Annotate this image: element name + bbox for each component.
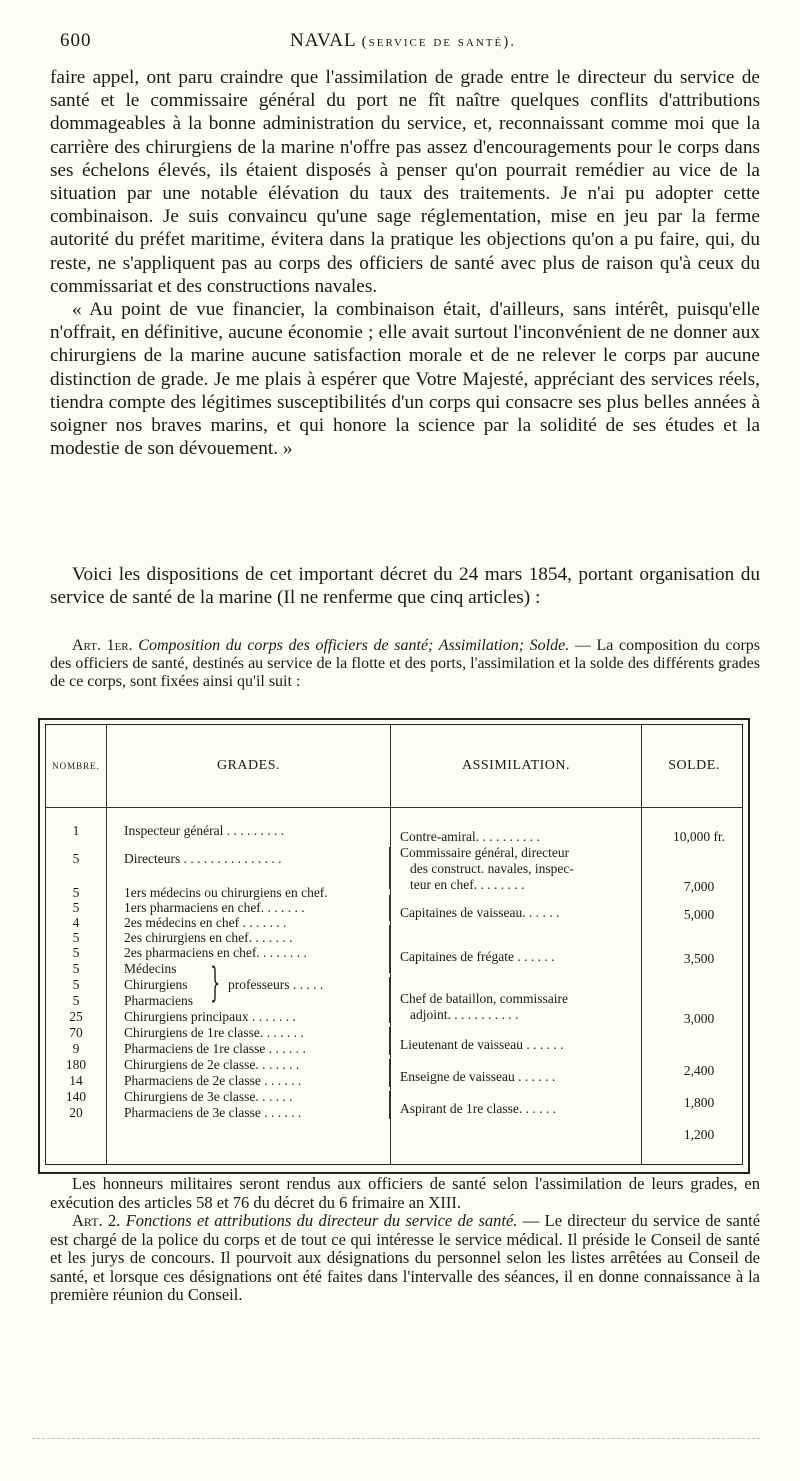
table-cell-solde: 3,000 <box>683 1011 715 1026</box>
table-cell-assimilation: Chef de bataillon, commissaire <box>400 991 568 1006</box>
header-grades: GRADES. <box>216 758 280 773</box>
table-cell-nombre: 20 <box>69 1105 83 1120</box>
article-text: — La composition du corps des officiers de santé, destinés au service de la flotte et des ports, l'assimilation et la solde des différents grades de ce corps, sont fixées ainsi qu'il suit : <box>50 637 761 690</box>
table-cell-nombre: 5 <box>72 885 80 900</box>
table-cell-solde: 7,000 <box>683 879 715 894</box>
article-label: Art. 1er. <box>72 637 133 654</box>
group-brace <box>389 977 390 1023</box>
table-cell-grade: Pharmaciens de 1re classe . . . . . . <box>124 1041 306 1056</box>
table-cell-grade: 1ers médecins ou chirurgiens en chef. <box>124 885 328 900</box>
table-cell-solde: 1,800 <box>683 1095 715 1110</box>
table-cell-grade: Chirurgiens principaux . . . . . . . <box>124 1009 296 1024</box>
table-cell-nombre: 4 <box>72 915 80 930</box>
running-title-main: NAVAL <box>290 30 356 51</box>
table-cell-assimilation: teur en chef. . . . . . . . <box>410 877 525 892</box>
table-cell-grade: Chirurgiens de 2e classe. . . . . . . <box>124 1057 300 1072</box>
table-cell-nombre: 70 <box>69 1025 83 1040</box>
table-cell-nombre: 9 <box>72 1041 80 1056</box>
table-cell-nombre: 5 <box>72 930 80 945</box>
table-cell-grade: Pharmaciens de 2e classe . . . . . . <box>124 1073 302 1088</box>
table-cell-nombre: 180 <box>65 1057 87 1072</box>
header-nombre: NOMBRE. <box>52 761 100 771</box>
table-cell-solde: 5,000 <box>683 907 715 922</box>
header-solde: SOLDE. <box>668 758 720 773</box>
closing-section <box>50 1175 760 1305</box>
paragraph-honneurs: Les honneurs militaires seront rendus aux officiers de santé selon l'assimilation de leurs grades, en exécution des articles 58 et 76 du décret du 6 frimaire an XIII. <box>50 1174 760 1212</box>
paragraph: faire appel, ont paru craindre que l'assimilation de grade entre le directeur du service de santé et le commissaire général du port ne fît naître quelques conflits d'attributions dommageables à la bonne administration du service, et, reconnaissant comme moi que la carrière des chirurgiens de la marine n'offre pas assez d'encouragements pour le corps dans ses échelons élevés, ils étaient disposés à penser qu'on pourrait remédier au vice de la situation par une notable élévation du taux des traitements. Je n'ai pu adopter cette combinaison. Je suis convaincu qu'une sage réglementation, mise en jeu par la ferme autorité du préfet maritime, évitera dans la pratique les objections qu'on a pu faire, qui, du reste, ne s'appliquent pas au corps des officiers de santé avec plus de raison qu'à ceux du commissariat et des constructions navales. <box>50 67 760 297</box>
table-cell-nombre: 25 <box>69 1009 83 1024</box>
table-cell-grade: Pharmaciens <box>124 993 193 1008</box>
table-cell-grade: 1ers pharmaciens en chef. . . . . . . <box>124 900 305 915</box>
header-assimilation: ASSIMILATION. <box>462 758 570 773</box>
table-cell-solde: 10,000 fr. <box>672 829 726 844</box>
article-text: — Le directeur du service de santé est chargé de la police du corps et de tout ce qui intéresse le service médical. Il préside le Conseil de santé et les jurys de concours. Il pourvoit aux désignations du personnel selon les listes arrêtées au Conseil de santé, et lorsque ces désignations ont été faites dans l'intervalle des séances, il en donne connaissance à la première réunion du Conseil. <box>50 1211 761 1304</box>
article-title: Fonctions et attributions du directeur du service de santé. <box>125 1211 518 1230</box>
table-cell-nombre: 14 <box>69 1073 83 1088</box>
table-cell-nombre: 5 <box>72 945 80 960</box>
brace-professeurs: } <box>210 960 221 1006</box>
table-cell-nombre: 1 <box>72 823 80 838</box>
table-cell-assimilation: Enseigne de vaisseau . . . . . . <box>400 1069 556 1084</box>
table-cell-assimilation: adjoint. . . . . . . . . . . <box>410 1007 519 1022</box>
article-1 <box>50 637 760 691</box>
article-2 <box>50 1212 760 1305</box>
table-cell-nombre: 5 <box>72 900 80 915</box>
table-cell-grade: 2es médecins en chef . . . . . . . <box>124 915 287 930</box>
paragraph: « Au point de vue financier, la combinaison était, d'ailleurs, sans intérêt, puisqu'elle n'offrait, en définitive, aucune économie ; elle avait surtout l'inconvénient de ne donner aux chirurgiens de la marine aucune satisfaction morale et de ne relever le corps par aucune distinction de grade. Je me plais à espérer que Votre Majesté, appréciant des services réels, tiendra compte des légitimes susceptibilités d'un corps qui consacre ses plus belles années à soigner nos braves marins, et qui honore la science par la solidité de ses études et la modestie de son dévouement. » <box>50 299 760 460</box>
table-cell-grade: 2es pharmaciens en chef. . . . . . . . <box>124 945 307 960</box>
article-title: Composition du corps des officiers de santé; Assimilation; Solde. <box>138 637 570 654</box>
page-header <box>46 30 760 58</box>
table-cell-assimilation: des construct. navales, inspec- <box>410 861 574 876</box>
group-brace <box>389 925 390 973</box>
group-brace <box>389 847 390 889</box>
group-brace <box>389 1059 390 1087</box>
table-cell-nombre: 5 <box>72 977 80 992</box>
paragraph: Voici les dispositions de cet important décret du 24 mars 1854, portant organisation du service de santé de la marine (Il ne renferme que cinq articles) : <box>50 564 760 609</box>
table-cell-nombre: 5 <box>72 851 80 866</box>
table-cell-assimilation: Contre-amiral. . . . . . . . . . <box>400 829 540 844</box>
page-footer-rule <box>32 1438 760 1443</box>
page-number: 600 <box>60 30 92 51</box>
table-cell-professeurs: professeurs . . . . . <box>228 977 324 992</box>
table-cell-grade: Directeurs . . . . . . . . . . . . . . . <box>124 851 282 866</box>
article-label: Art. 2. <box>72 1211 121 1230</box>
table-cell-assimilation: Aspirant de 1re classe. . . . . . <box>400 1101 556 1116</box>
running-title <box>46 30 760 52</box>
table-cell-grade: Chirurgiens de 3e classe. . . . . . <box>124 1089 293 1104</box>
table-cell-assimilation: Capitaines de vaisseau. . . . . . <box>400 905 560 920</box>
table-cell-solde: 1,200 <box>683 1127 715 1142</box>
table-cell-nombre: 5 <box>72 961 80 976</box>
table-cell-grade: Pharmaciens de 3e classe . . . . . . <box>124 1105 302 1120</box>
table-cell-grade: Chirurgiens <box>124 977 188 992</box>
grades-table <box>38 718 750 1174</box>
table-cell-nombre: 5 <box>72 993 80 1008</box>
group-brace <box>389 1027 390 1055</box>
group-brace <box>389 895 390 921</box>
table-cell-grade: Inspecteur général . . . . . . . . . <box>124 823 285 838</box>
header-divider <box>46 807 742 808</box>
table-cell-solde: 2,400 <box>683 1063 715 1078</box>
table-cell-assimilation: Capitaines de frégate . . . . . . <box>400 949 555 964</box>
table-cell-grade: Chirurgiens de 1re classe. . . . . . . <box>124 1025 304 1040</box>
table-cell-grade: 2es chirurgiens en chef. . . . . . . <box>124 930 293 945</box>
table-inner <box>45 724 743 1165</box>
table-cell-solde: 3,500 <box>683 951 715 966</box>
table-cell-assimilation: Commissaire général, directeur <box>400 845 570 860</box>
table-cell-assimilation: Lieutenant de vaisseau . . . . . . <box>400 1037 564 1052</box>
group-brace <box>389 1091 390 1119</box>
running-title-sub: (service de santé). <box>361 34 516 50</box>
body-text-top <box>50 66 760 460</box>
table-cell-nombre: 140 <box>65 1089 87 1104</box>
table-cell-grade: Médecins <box>124 961 177 976</box>
body-text-intro <box>50 563 760 609</box>
